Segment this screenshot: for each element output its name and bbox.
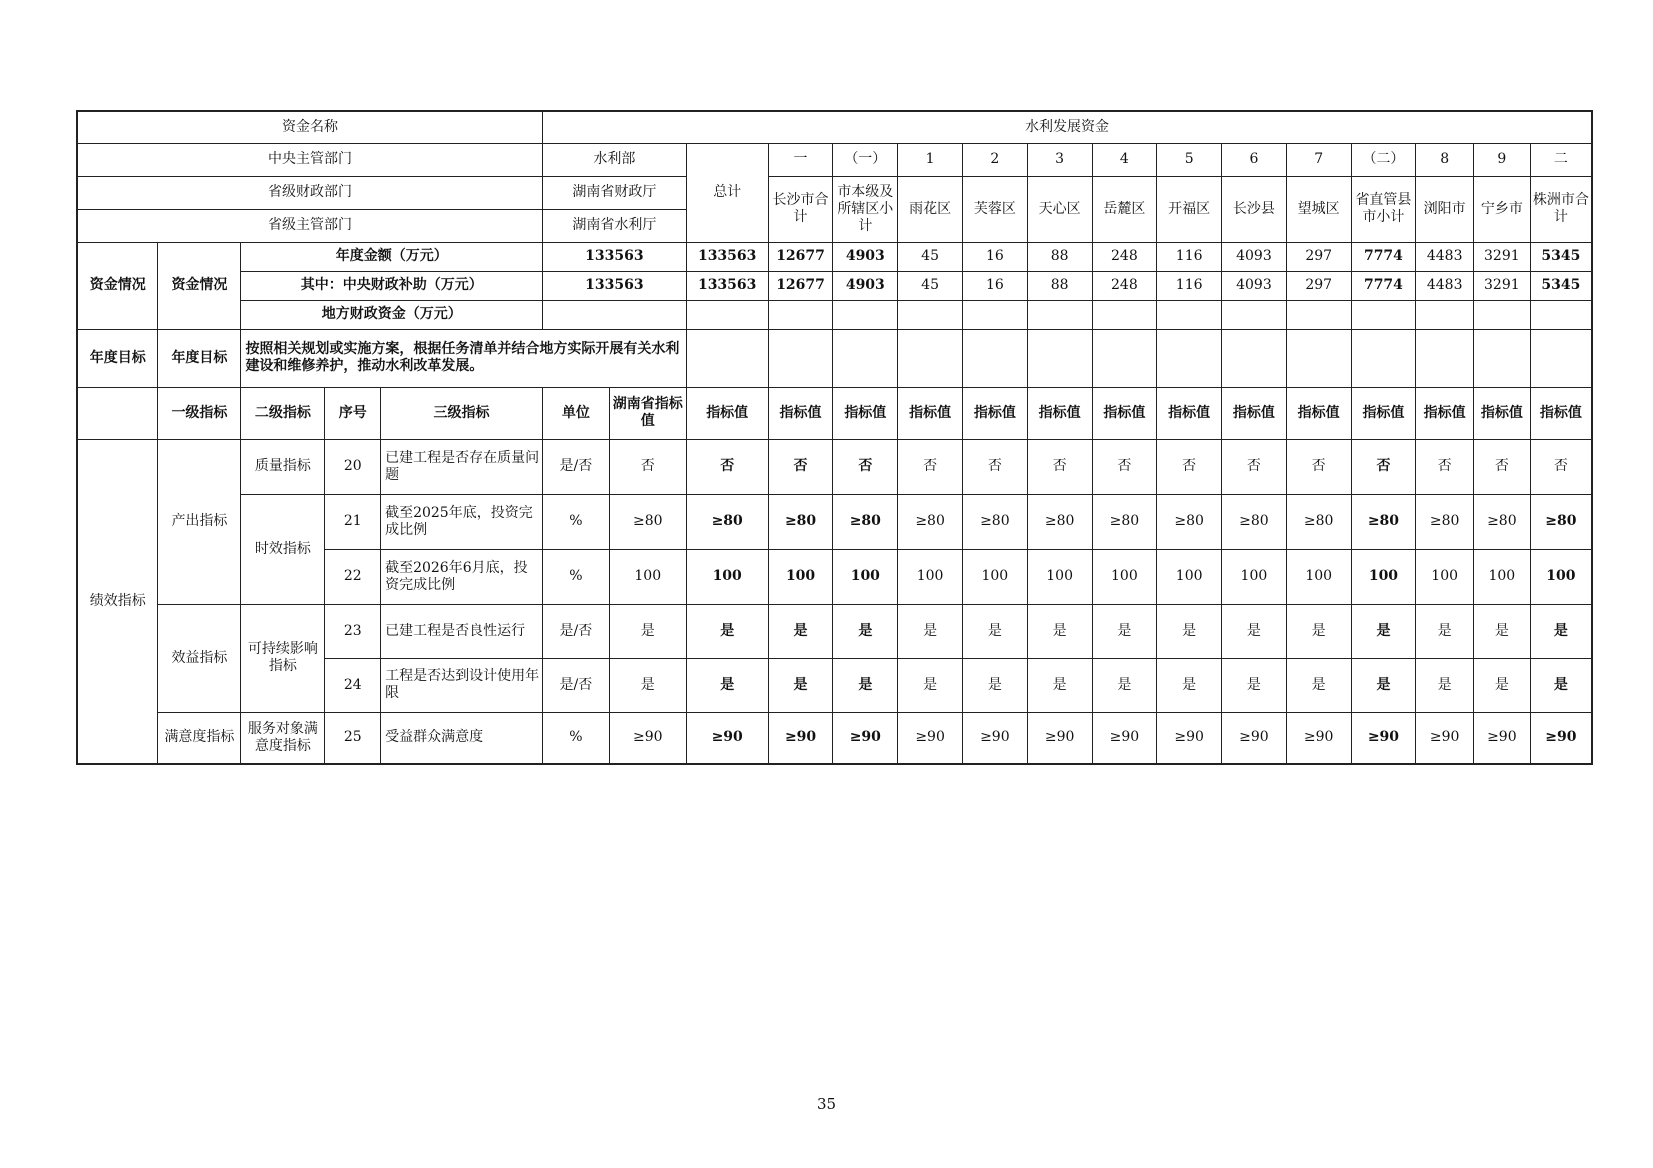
central-region-value: 4903 — [833, 271, 898, 300]
central-region-value: 4483 — [1416, 271, 1474, 300]
annual-amount-value: 133563 — [543, 242, 687, 271]
col-target: 指标值 — [898, 387, 963, 439]
region-num: 8 — [1416, 143, 1474, 176]
central-subsidy-label: 其中：中央财政补助（万元） — [241, 271, 543, 300]
target-value: 100 — [962, 549, 1027, 604]
central-region-value: 7774 — [1351, 271, 1416, 300]
region-num: 1 — [898, 143, 963, 176]
annual-region-value: 88 — [1027, 242, 1092, 271]
target-value: 100 — [1027, 549, 1092, 604]
region-name: 省直管县市小计 — [1351, 176, 1416, 242]
funds-section-label: 资金情况 — [77, 242, 158, 329]
empty-cell — [1416, 300, 1474, 329]
prov-finance-label: 省级财政部门 — [77, 176, 543, 209]
target-value: ≥90 — [962, 712, 1027, 764]
col-target: 指标值 — [1351, 387, 1416, 439]
target-value: 否 — [962, 439, 1027, 494]
region-num: 二 — [1530, 143, 1592, 176]
unit: 是/否 — [543, 604, 610, 658]
unit: % — [543, 549, 610, 604]
prov-value: ≥90 — [609, 712, 686, 764]
target-value: ≥90 — [1092, 712, 1157, 764]
target-value: 100 — [1286, 549, 1351, 604]
target-value: 是 — [1351, 658, 1416, 712]
col-target: 指标值 — [1222, 387, 1287, 439]
empty-cell — [686, 329, 768, 387]
target-value: 100 — [1222, 549, 1287, 604]
target-value: 是 — [833, 658, 898, 712]
annual-region-value: 116 — [1157, 242, 1222, 271]
seq: 22 — [325, 549, 381, 604]
empty-cell — [686, 300, 768, 329]
target-value: ≥90 — [768, 712, 833, 764]
target-value: 是 — [962, 604, 1027, 658]
annual-region-value: 45 — [898, 242, 963, 271]
level3-name: 受益群众满意度 — [381, 712, 543, 764]
seq: 25 — [325, 712, 381, 764]
target-value: ≥80 — [962, 494, 1027, 549]
target-value: ≥90 — [1222, 712, 1287, 764]
central-region-value: 297 — [1286, 271, 1351, 300]
target-value: 是 — [1157, 658, 1222, 712]
region-num: 2 — [962, 143, 1027, 176]
target-value: 100 — [1157, 549, 1222, 604]
empty-cell — [1027, 329, 1092, 387]
empty-cell — [1474, 300, 1531, 329]
col-target: 指标值 — [768, 387, 833, 439]
target-value: 是 — [1416, 604, 1474, 658]
target-value: 否 — [686, 439, 768, 494]
quality-label: 质量指标 — [241, 439, 325, 494]
level3-name: 工程是否达到设计使用年限 — [381, 658, 543, 712]
target-value: 100 — [686, 549, 768, 604]
central-subsidy-total: 133563 — [686, 271, 768, 300]
central-region-value: 248 — [1092, 271, 1157, 300]
target-value: ≥90 — [898, 712, 963, 764]
col-target: 指标值 — [1286, 387, 1351, 439]
target-value: ≥80 — [1530, 494, 1592, 549]
target-value: 是 — [1222, 658, 1287, 712]
empty-cell — [1530, 300, 1592, 329]
empty-cell — [1027, 300, 1092, 329]
empty-cell — [1351, 300, 1416, 329]
target-value: 是 — [686, 658, 768, 712]
central-region-value: 16 — [962, 271, 1027, 300]
region-name: 天心区 — [1027, 176, 1092, 242]
annual-region-value: 4483 — [1416, 242, 1474, 271]
central-region-value: 12677 — [768, 271, 833, 300]
target-value: 是 — [833, 604, 898, 658]
annual-region-value: 3291 — [1474, 242, 1531, 271]
target-value: ≥90 — [833, 712, 898, 764]
total-label: 总计 — [686, 143, 768, 242]
target-value: 否 — [1157, 439, 1222, 494]
target-value: 是 — [1530, 604, 1592, 658]
goal-text: 按照相关规划或实施方案，根据任务清单并结合地方实际开展有关水利建设和维修养护，推动水利改革发展。 — [241, 329, 686, 387]
target-value: 是 — [1027, 604, 1092, 658]
local-funds-label: 地方财政资金（万元） — [241, 300, 543, 329]
target-value: 100 — [833, 549, 898, 604]
target-value: 是 — [768, 604, 833, 658]
target-value: ≥80 — [1351, 494, 1416, 549]
empty-cell — [1222, 300, 1287, 329]
empty-cell — [898, 329, 963, 387]
central-dept-value: 水利部 — [543, 143, 687, 176]
target-value: ≥90 — [1474, 712, 1531, 764]
prov-value: 否 — [609, 439, 686, 494]
region-name: 开福区 — [1157, 176, 1222, 242]
empty-cell — [1530, 329, 1592, 387]
empty-cell — [77, 387, 158, 439]
target-value: 否 — [1222, 439, 1287, 494]
region-name: 浏阳市 — [1416, 176, 1474, 242]
target-value: 100 — [898, 549, 963, 604]
col-target: 指标值 — [1416, 387, 1474, 439]
target-value: 100 — [1351, 549, 1416, 604]
target-value: 100 — [1416, 549, 1474, 604]
region-num: 4 — [1092, 143, 1157, 176]
target-value: ≥80 — [833, 494, 898, 549]
target-value: ≥90 — [1416, 712, 1474, 764]
col-target: 指标值 — [962, 387, 1027, 439]
benefit-label: 效益指标 — [158, 604, 241, 712]
region-num: （一） — [833, 143, 898, 176]
prov-finance-value: 湖南省财政厅 — [543, 176, 687, 209]
target-value: 否 — [1351, 439, 1416, 494]
target-value: 是 — [1092, 604, 1157, 658]
target-value: 否 — [1474, 439, 1531, 494]
col-seq: 序号 — [325, 387, 381, 439]
col-target: 指标值 — [1474, 387, 1531, 439]
target-value: 是 — [1286, 658, 1351, 712]
empty-cell — [898, 300, 963, 329]
target-value: 否 — [833, 439, 898, 494]
target-value: ≥90 — [1157, 712, 1222, 764]
region-num: 6 — [1222, 143, 1287, 176]
seq: 23 — [325, 604, 381, 658]
local-funds-value — [543, 300, 687, 329]
fund-name-value: 水利发展资金 — [543, 111, 1592, 143]
target-value: 是 — [1474, 658, 1531, 712]
target-value: 是 — [1027, 658, 1092, 712]
region-num: 7 — [1286, 143, 1351, 176]
region-name: 望城区 — [1286, 176, 1351, 242]
funds-sub-label: 资金情况 — [158, 242, 241, 329]
target-value: ≥90 — [686, 712, 768, 764]
target-value: 否 — [1416, 439, 1474, 494]
target-value: ≥80 — [1474, 494, 1531, 549]
target-value: ≥80 — [1416, 494, 1474, 549]
target-value: 否 — [1027, 439, 1092, 494]
region-name: 宁乡市 — [1474, 176, 1531, 242]
target-value: 是 — [1351, 604, 1416, 658]
seq: 24 — [325, 658, 381, 712]
target-value: 是 — [768, 658, 833, 712]
unit: % — [543, 494, 610, 549]
annual-region-value: 7774 — [1351, 242, 1416, 271]
target-value: ≥80 — [686, 494, 768, 549]
col-prov-value: 湖南省指标值 — [609, 387, 686, 439]
fund-name-label: 资金名称 — [77, 111, 543, 143]
central-subsidy-value: 133563 — [543, 271, 687, 300]
level3-name: 已建工程是否良性运行 — [381, 604, 543, 658]
col-level2: 二级指标 — [241, 387, 325, 439]
empty-cell — [1157, 329, 1222, 387]
empty-cell — [833, 329, 898, 387]
annual-region-value: 297 — [1286, 242, 1351, 271]
target-value: 否 — [898, 439, 963, 494]
annual-amount-label: 年度金额（万元） — [241, 242, 543, 271]
empty-cell — [1157, 300, 1222, 329]
target-value: 是 — [1222, 604, 1287, 658]
service-label: 服务对象满意度指标 — [241, 712, 325, 764]
goal-sub-label: 年度目标 — [158, 329, 241, 387]
unit: 是/否 — [543, 439, 610, 494]
target-value: 否 — [1530, 439, 1592, 494]
prov-dept-label: 省级主管部门 — [77, 209, 543, 242]
target-value: 100 — [1474, 549, 1531, 604]
central-region-value: 116 — [1157, 271, 1222, 300]
performance-target-table — [76, 110, 1593, 765]
satisfaction-label: 满意度指标 — [158, 712, 241, 764]
empty-cell — [962, 329, 1027, 387]
target-value: ≥80 — [1286, 494, 1351, 549]
perf-label: 绩效指标 — [77, 439, 158, 764]
col-target: 指标值 — [686, 387, 768, 439]
empty-cell — [768, 329, 833, 387]
prov-value: 是 — [609, 658, 686, 712]
col-level1: 一级指标 — [158, 387, 241, 439]
empty-cell — [1474, 329, 1531, 387]
timeliness-label: 时效指标 — [241, 494, 325, 604]
page-number: 35 — [816, 1095, 837, 1113]
target-value: 是 — [898, 658, 963, 712]
empty-cell — [1222, 329, 1287, 387]
target-value: ≥90 — [1530, 712, 1592, 764]
target-value: 是 — [1157, 604, 1222, 658]
col-target: 指标值 — [833, 387, 898, 439]
region-num: 5 — [1157, 143, 1222, 176]
unit: % — [543, 712, 610, 764]
target-value: ≥80 — [1027, 494, 1092, 549]
target-value: ≥80 — [1157, 494, 1222, 549]
target-value: ≥90 — [1351, 712, 1416, 764]
target-value: 否 — [768, 439, 833, 494]
empty-cell — [1092, 329, 1157, 387]
target-value: 是 — [1530, 658, 1592, 712]
region-name: 长沙县 — [1222, 176, 1287, 242]
prov-value: ≥80 — [609, 494, 686, 549]
empty-cell — [1286, 329, 1351, 387]
target-value: 是 — [1474, 604, 1531, 658]
col-level3: 三级指标 — [381, 387, 543, 439]
region-name: 长沙市合计 — [768, 176, 833, 242]
region-num: （二） — [1351, 143, 1416, 176]
annual-amount-total: 133563 — [686, 242, 768, 271]
col-target: 指标值 — [1530, 387, 1592, 439]
empty-cell — [1416, 329, 1474, 387]
region-num: 9 — [1474, 143, 1531, 176]
annual-region-value: 4903 — [833, 242, 898, 271]
target-value: ≥80 — [768, 494, 833, 549]
central-region-value: 3291 — [1474, 271, 1531, 300]
target-value: 100 — [768, 549, 833, 604]
goal-label: 年度目标 — [77, 329, 158, 387]
region-name: 岳麓区 — [1092, 176, 1157, 242]
target-value: 是 — [898, 604, 963, 658]
region-name: 株洲市合计 — [1530, 176, 1592, 242]
empty-cell — [962, 300, 1027, 329]
annual-region-value: 248 — [1092, 242, 1157, 271]
target-value: 否 — [1286, 439, 1351, 494]
empty-cell — [1351, 329, 1416, 387]
target-value: 100 — [1092, 549, 1157, 604]
target-value: 是 — [1092, 658, 1157, 712]
target-value: ≥80 — [1222, 494, 1287, 549]
col-target: 指标值 — [1027, 387, 1092, 439]
output-label: 产出指标 — [158, 439, 241, 604]
region-name: 市本级及所辖区小计 — [833, 176, 898, 242]
level3-name: 截至2025年底，投资完成比例 — [381, 494, 543, 549]
level3-name: 截至2026年6月底，投资完成比例 — [381, 549, 543, 604]
col-unit: 单位 — [543, 387, 610, 439]
empty-cell — [1092, 300, 1157, 329]
annual-region-value: 5345 — [1530, 242, 1592, 271]
empty-cell — [1286, 300, 1351, 329]
target-value: ≥90 — [1027, 712, 1092, 764]
empty-cell — [768, 300, 833, 329]
annual-region-value: 4093 — [1222, 242, 1287, 271]
central-region-value: 88 — [1027, 271, 1092, 300]
region-num: 一 — [768, 143, 833, 176]
target-value: 是 — [686, 604, 768, 658]
region-name: 雨花区 — [898, 176, 963, 242]
prov-value: 是 — [609, 604, 686, 658]
target-value: ≥80 — [1092, 494, 1157, 549]
seq: 21 — [325, 494, 381, 549]
target-value: ≥90 — [1286, 712, 1351, 764]
region-num: 3 — [1027, 143, 1092, 176]
level3-name: 已建工程是否存在质量问题 — [381, 439, 543, 494]
seq: 20 — [325, 439, 381, 494]
central-region-value: 5345 — [1530, 271, 1592, 300]
target-value: ≥80 — [898, 494, 963, 549]
region-name: 芙蓉区 — [962, 176, 1027, 242]
central-region-value: 45 — [898, 271, 963, 300]
sustain-label: 可持续影响指标 — [241, 604, 325, 712]
annual-region-value: 12677 — [768, 242, 833, 271]
col-target: 指标值 — [1092, 387, 1157, 439]
target-value: 是 — [962, 658, 1027, 712]
empty-cell — [833, 300, 898, 329]
central-dept-label: 中央主管部门 — [77, 143, 543, 176]
unit: 是/否 — [543, 658, 610, 712]
prov-value: 100 — [609, 549, 686, 604]
central-region-value: 4093 — [1222, 271, 1287, 300]
target-value: 是 — [1416, 658, 1474, 712]
target-value: 是 — [1286, 604, 1351, 658]
prov-dept-value: 湖南省水利厅 — [543, 209, 687, 242]
target-value: 100 — [1530, 549, 1592, 604]
annual-region-value: 16 — [962, 242, 1027, 271]
col-target: 指标值 — [1157, 387, 1222, 439]
target-value: 否 — [1092, 439, 1157, 494]
